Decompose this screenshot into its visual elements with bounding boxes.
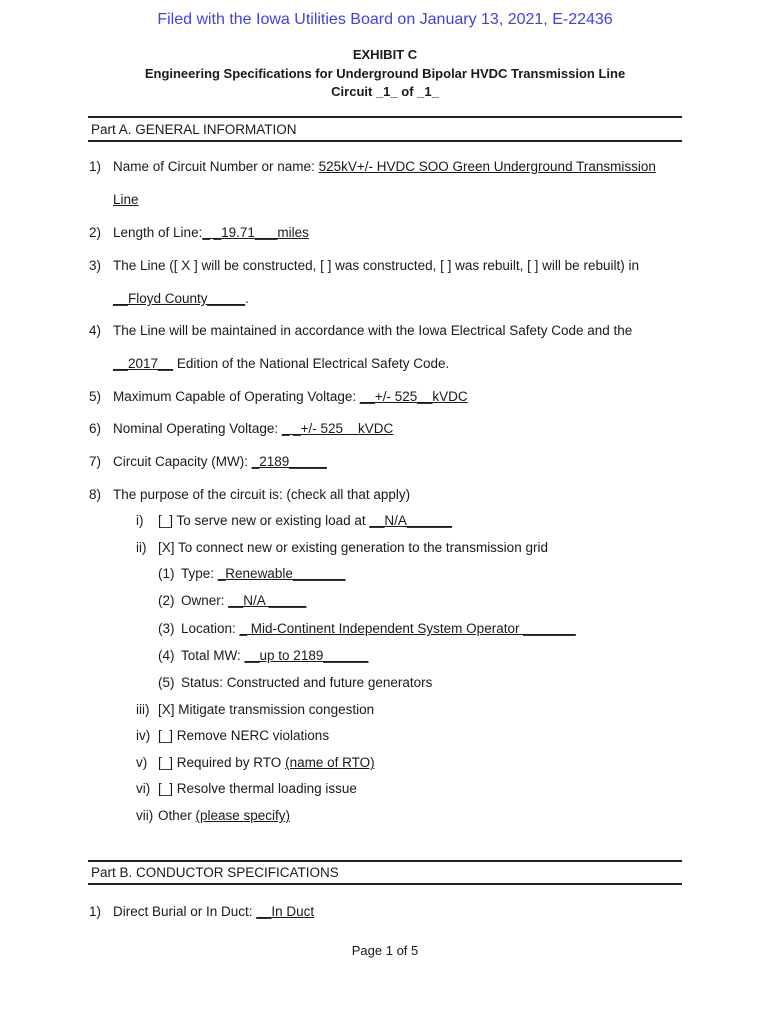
section-rule-bottom — [88, 140, 682, 142]
total-mw-value: __up to 2189______ — [244, 648, 369, 663]
document-title: Engineering Specifications for Underground Bipolar HVDC Transmission Line — [144, 66, 626, 81]
burial-type-value: __In Duct — [256, 904, 315, 919]
item-6: 6) Nominal Operating Voltage: _ _+/- 525 kVDC — [89, 421, 394, 436]
generation-type: (1) Type: _Renewable_______ — [158, 566, 346, 581]
item-3: 3) The Line ([ X ] will be constructed, [ ] was constructed, [ ] was rebuilt, [ ] will be rebuilt) in — [89, 258, 639, 273]
purpose-iv: iv) [_] Remove NERC violations — [136, 728, 330, 743]
county-value: __Floyd County_____ — [113, 291, 246, 306]
part-a-heading: Part A. GENERAL INFORMATION — [91, 122, 297, 137]
item-2: 2) Length of Line:_ _19.71___miles — [89, 225, 309, 240]
generation-location: (3) Location: _ Mid-Continent Independent System Operator _______ — [158, 621, 576, 636]
section-rule-top — [88, 860, 682, 862]
generation-total-mw: (4) Total MW: __up to 2189______ — [158, 648, 369, 663]
purpose-iii: iii) [X] Mitigate transmission congestion — [136, 702, 375, 717]
purpose-i: i) [_] To serve new or existing load at __N/A______ — [136, 513, 452, 528]
circuit-name-value-cont: Line — [113, 192, 139, 207]
generation-owner-value: __N/A _____ — [228, 593, 307, 608]
part-b-item-1: 1) Direct Burial or In Duct: __In Duct — [89, 904, 315, 919]
generation-location-value: _ Mid-Continent Independent System Operator _______ — [239, 621, 576, 636]
rto-name-value: (name of RTO) — [285, 755, 375, 770]
item-4: 4) The Line will be maintained in accordance with the Iowa Electrical Safety Code and the — [89, 323, 633, 338]
part-b-heading: Part B. CONDUCTOR SPECIFICATIONS — [91, 865, 339, 880]
item-1: 1) Name of Circuit Number or name: 525kV+/- HVDC SOO Green Underground Transmission — [89, 159, 656, 174]
generation-type-value: _Renewable_______ — [217, 566, 346, 581]
purpose-ii: ii) [X] To connect new or existing generation to the transmission grid — [136, 540, 548, 555]
item-8: 8) The purpose of the circuit is: (check all that apply) — [89, 487, 411, 502]
section-rule-bottom — [88, 883, 682, 885]
exhibit-label: EXHIBIT C — [352, 47, 418, 62]
item-5: 5) Maximum Capable of Operating Voltage: __+/- 525__kVDC — [89, 389, 468, 404]
section-rule-top — [88, 116, 682, 118]
nominal-voltage-value: _ _+/- 525 kVDC — [281, 421, 394, 436]
nesc-edition-value: __2017__ — [113, 356, 174, 371]
capacity-value: _2189_____ — [251, 454, 327, 469]
item-4-edition: __2017__ Edition of the National Electrical Safety Code. — [113, 356, 450, 371]
purpose-vii: vii) Other (please specify) — [136, 808, 291, 823]
purpose-vi: vi) [_] Resolve thermal loading issue — [136, 781, 357, 796]
load-location-value: __N/A______ — [369, 513, 452, 528]
generation-owner: (2) Owner: __N/A _____ — [158, 593, 307, 608]
item-7: 7) Circuit Capacity (MW): _2189_____ — [89, 454, 327, 469]
page-number: Page 1 of 5 — [351, 943, 419, 958]
item-3-location: __Floyd County_____. — [113, 291, 249, 306]
circuit-label: Circuit _1_ of _1_ — [331, 84, 439, 99]
generation-status: (5) Status: Constructed and future generators — [158, 675, 433, 690]
max-voltage-value: __+/- 525__kVDC — [359, 389, 468, 404]
filing-banner: Filed with the Iowa Utilities Board on January 13, 2021, E-22436 — [157, 11, 613, 28]
other-value: (please specify) — [195, 808, 291, 823]
circuit-name-value: 525kV+/- HVDC SOO Green Underground Transmission — [318, 159, 656, 174]
purpose-v: v) [_] Required by RTO (name of RTO) — [136, 755, 375, 770]
length-value: _ _19.71___miles — [202, 225, 309, 240]
